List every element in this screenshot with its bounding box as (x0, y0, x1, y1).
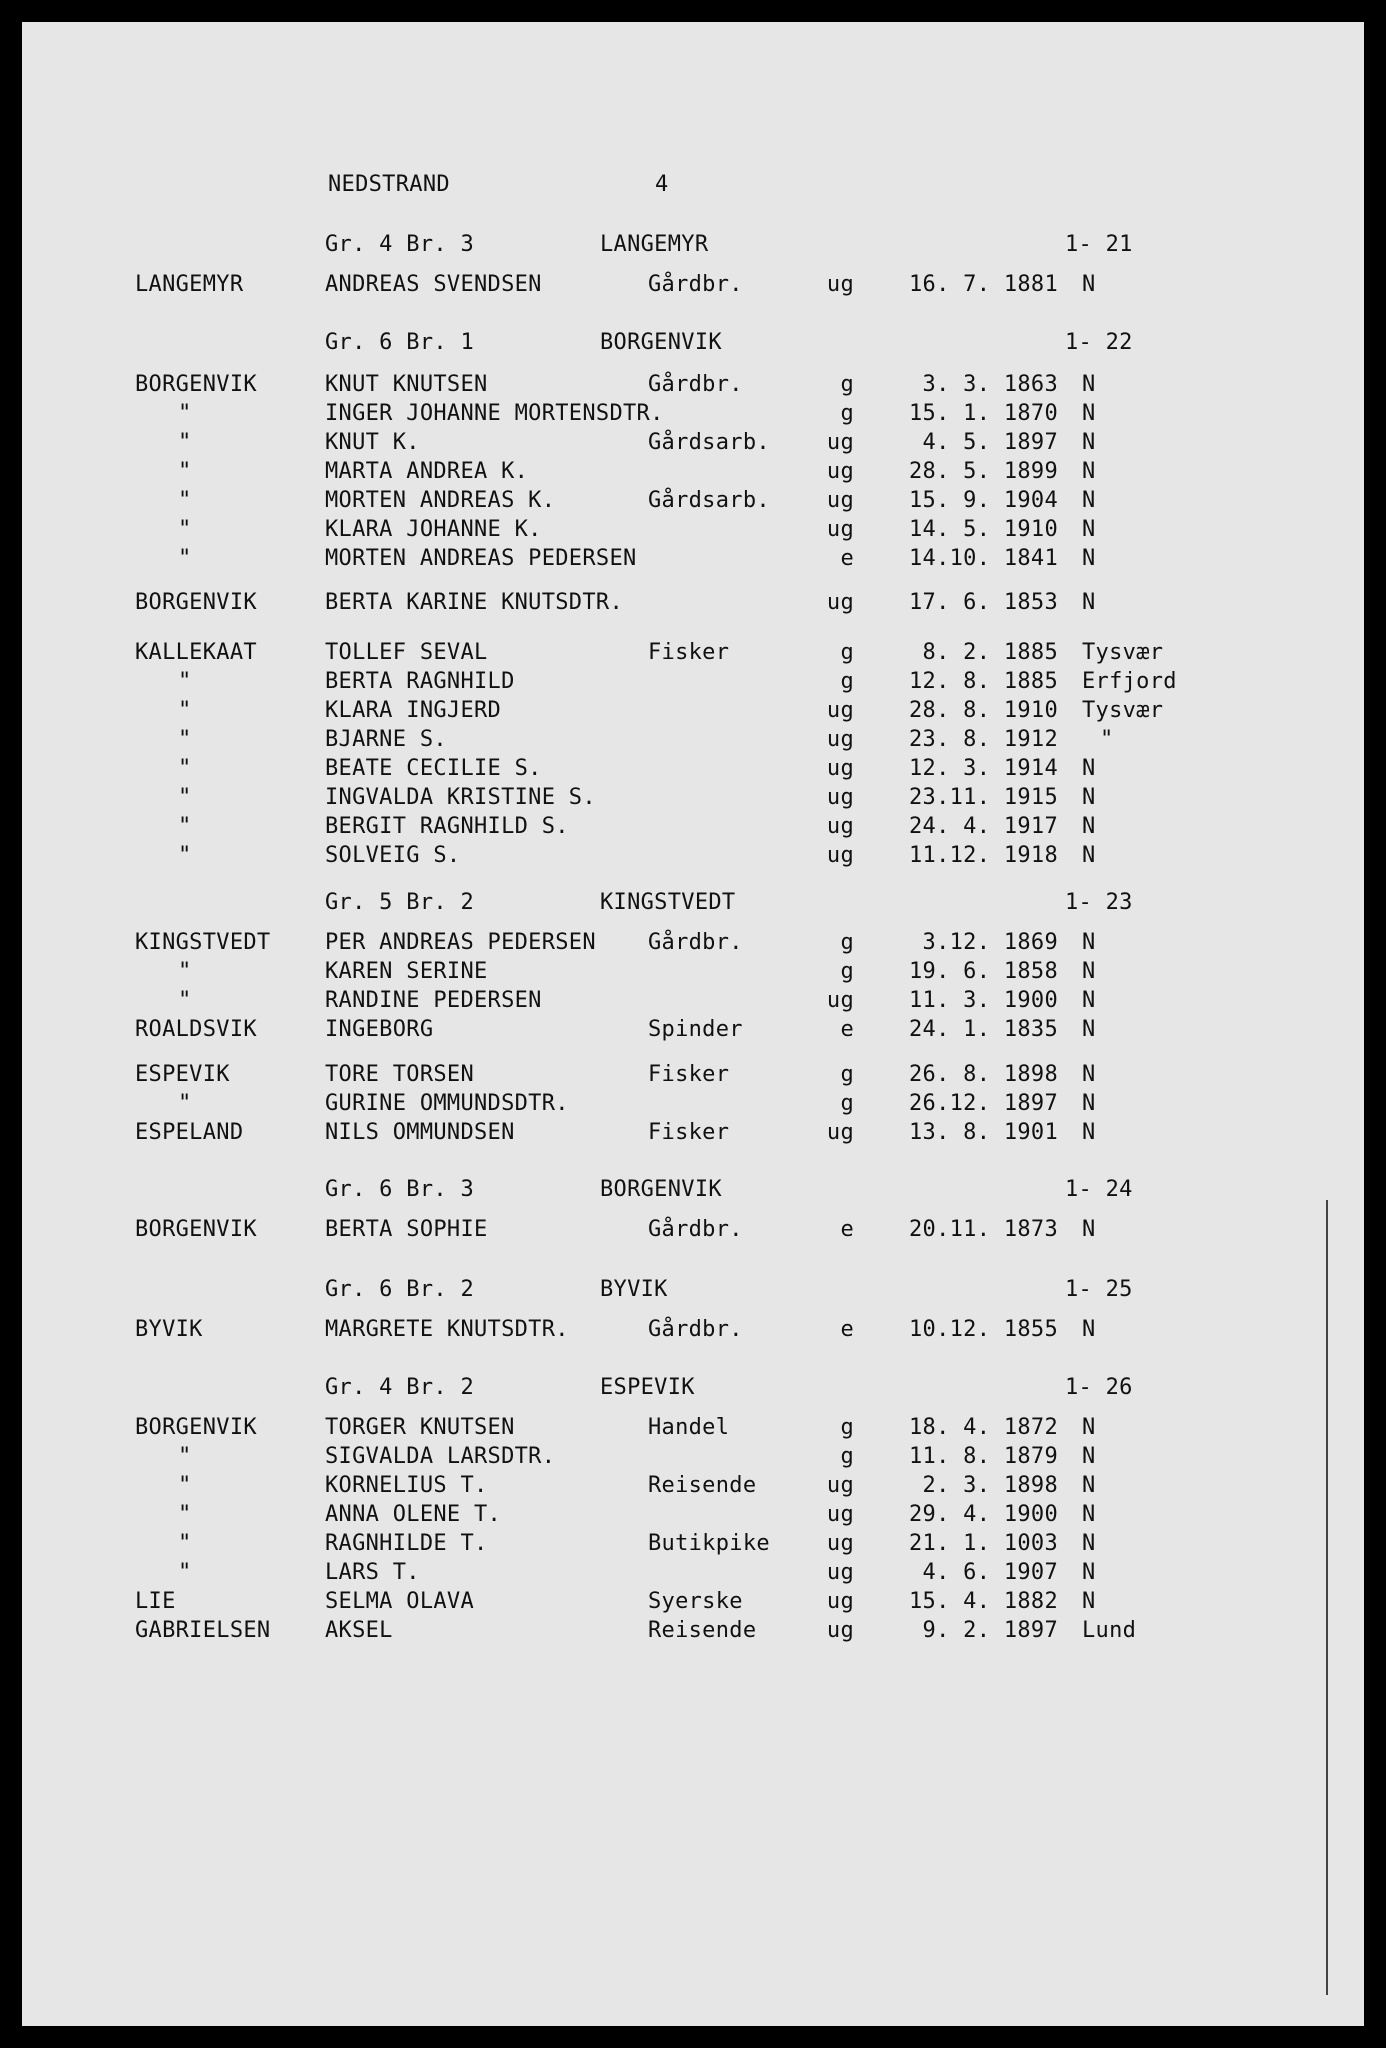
entry-occupation: Spinder (648, 1017, 743, 1042)
entry-marital-status: ug (826, 1473, 854, 1498)
entry-birthplace: N (1082, 272, 1096, 297)
entry-marital-status: ug (826, 785, 854, 810)
entry-birthplace: N (1082, 590, 1096, 615)
entry-occupation: Handel (648, 1415, 730, 1440)
entry-birthplace: N (1082, 1473, 1096, 1498)
section-farm-name: ESPEVIK (600, 1375, 695, 1400)
entry-location: " (178, 1560, 192, 1585)
entry-birth-date: 15. 1. 1870 (909, 401, 1058, 426)
entry-name: INGER JOHANNE MORTENSDTR. (325, 401, 664, 426)
entry-marital-status: e (840, 546, 854, 571)
entry-name: MORTEN ANDREAS K. (325, 488, 556, 513)
entry-birthplace: N (1082, 1217, 1096, 1242)
entry-birth-date: 2. 3. 1898 (922, 1473, 1058, 1498)
header-place: NEDSTRAND (328, 172, 450, 197)
entry-marital-status: ug (826, 272, 854, 297)
entry-location: " (178, 1444, 192, 1469)
section-group-label: Gr. 4 Br. 3 (325, 232, 474, 257)
section-farm-name: BORGENVIK (600, 1177, 722, 1202)
section-farm-name: BORGENVIK (600, 330, 722, 355)
entry-location: " (178, 1502, 192, 1527)
entry-marital-status: ug (826, 1618, 854, 1643)
entry-birthplace: N (1082, 1317, 1096, 1342)
entry-marital-status: ug (826, 727, 854, 752)
entry-marital-status: ug (826, 1589, 854, 1614)
entry-birthplace: Erfjord (1082, 669, 1177, 694)
header-page-number: 4 (655, 172, 669, 197)
entry-birthplace: Tysvær (1082, 698, 1164, 723)
entry-marital-status: e (840, 1317, 854, 1342)
entry-marital-status: g (840, 669, 854, 694)
entry-location: " (178, 727, 192, 752)
entry-name: KNUT K. (325, 430, 420, 455)
section-reference: 1- 22 (1065, 330, 1133, 355)
entry-birthplace: Tysvær (1082, 640, 1164, 665)
entry-birthplace: N (1082, 546, 1096, 571)
entry-occupation: Fisker (648, 1062, 730, 1087)
entry-birthplace: N (1082, 1415, 1096, 1440)
entry-marital-status: g (840, 640, 854, 665)
entry-location: " (178, 546, 192, 571)
entry-birth-date: 12. 8. 1885 (909, 669, 1058, 694)
entry-name: BERTA KARINE KNUTSDTR. (325, 590, 623, 615)
entry-location: " (178, 843, 192, 868)
entry-marital-status: ug (826, 988, 854, 1013)
entry-birthplace: N (1082, 930, 1096, 955)
entry-birthplace: N (1082, 959, 1096, 984)
entry-location: " (178, 1091, 192, 1116)
entry-location: BORGENVIK (135, 590, 257, 615)
entry-location: BORGENVIK (135, 372, 257, 397)
entry-birthplace: N (1082, 756, 1096, 781)
entry-name: BERTA SOPHIE (325, 1217, 488, 1242)
entry-birthplace: N (1082, 785, 1096, 810)
entry-birth-date: 11. 8. 1879 (909, 1444, 1058, 1469)
entry-location: " (178, 785, 192, 810)
entry-birth-date: 11.12. 1918 (909, 843, 1058, 868)
entry-marital-status: ug (826, 1502, 854, 1527)
entry-birth-date: 4. 5. 1897 (922, 430, 1058, 455)
entry-name: TORGER KNUTSEN (325, 1415, 515, 1440)
entry-name: KNUT KNUTSEN (325, 372, 488, 397)
entry-marital-status: ug (826, 459, 854, 484)
entry-marital-status: g (840, 1444, 854, 1469)
entry-name: INGVALDA KRISTINE S. (325, 785, 596, 810)
entry-occupation: Gårdbr. (648, 1217, 743, 1242)
entry-occupation: Gårdbr. (648, 272, 743, 297)
entry-location: " (178, 459, 192, 484)
page-edge-line (1326, 1200, 1328, 1995)
entry-location: " (178, 401, 192, 426)
entry-location: LANGEMYR (135, 272, 244, 297)
entry-birth-date: 13. 8. 1901 (909, 1120, 1058, 1145)
entry-birth-date: 26. 8. 1898 (909, 1062, 1058, 1087)
entry-birth-date: 3. 3. 1863 (922, 372, 1058, 397)
entry-location: BORGENVIK (135, 1217, 257, 1242)
entry-location: GABRIELSEN (135, 1618, 271, 1643)
entry-marital-status: ug (826, 698, 854, 723)
entry-birth-date: 12. 3. 1914 (909, 756, 1058, 781)
section-group-label: Gr. 6 Br. 1 (325, 330, 474, 355)
entry-location: " (178, 1531, 192, 1556)
entry-marital-status: ug (826, 488, 854, 513)
entry-marital-status: ug (826, 814, 854, 839)
entry-name: KLARA JOHANNE K. (325, 517, 542, 542)
entry-birthplace: N (1082, 988, 1096, 1013)
entry-name: BERGIT RAGNHILD S. (325, 814, 569, 839)
entry-occupation: Syerske (648, 1589, 743, 1614)
entry-name: KORNELIUS T. (325, 1473, 488, 1498)
section-group-label: Gr. 5 Br. 2 (325, 890, 474, 915)
entry-birth-date: 10.12. 1855 (909, 1317, 1058, 1342)
entry-birthplace: N (1082, 1091, 1096, 1116)
entry-occupation: Fisker (648, 1120, 730, 1145)
entry-name: MORTEN ANDREAS PEDERSEN (325, 546, 637, 571)
entry-marital-status: g (840, 401, 854, 426)
entry-name: AKSEL (325, 1618, 393, 1643)
entry-marital-status: ug (826, 756, 854, 781)
entry-name: KAREN SERINE (325, 959, 488, 984)
entry-birthplace: N (1082, 430, 1096, 455)
entry-location: " (178, 814, 192, 839)
entry-occupation: Gårdsarb. (648, 488, 770, 513)
entry-location: ESPEVIK (135, 1062, 230, 1087)
entry-birthplace: N (1082, 1531, 1096, 1556)
entry-location: " (178, 1473, 192, 1498)
entry-birthplace: N (1082, 401, 1096, 426)
entry-marital-status: g (840, 1415, 854, 1440)
entry-name: SIGVALDA LARSDTR. (325, 1444, 556, 1469)
entry-marital-status: g (840, 959, 854, 984)
entry-location: KINGSTVEDT (135, 930, 271, 955)
entry-birth-date: 26.12. 1897 (909, 1091, 1058, 1116)
entry-marital-status: g (840, 1062, 854, 1087)
entry-location: " (178, 988, 192, 1013)
entry-marital-status: g (840, 930, 854, 955)
entry-birth-date: 20.11. 1873 (909, 1217, 1058, 1242)
entry-marital-status: e (840, 1017, 854, 1042)
entry-birth-date: 28. 5. 1899 (909, 459, 1058, 484)
entry-birthplace: N (1082, 372, 1096, 397)
entry-birthplace: N (1082, 843, 1096, 868)
section-farm-name: KINGSTVEDT (600, 890, 736, 915)
entry-birthplace: N (1082, 1444, 1096, 1469)
section-reference: 1- 24 (1065, 1177, 1133, 1202)
entry-birth-date: 14.10. 1841 (909, 546, 1058, 571)
entry-name: KLARA INGJERD (325, 698, 502, 723)
section-group-label: Gr. 6 Br. 2 (325, 1277, 474, 1302)
entry-birth-date: 8. 2. 1885 (922, 640, 1058, 665)
entry-birthplace: N (1082, 1017, 1096, 1042)
entry-marital-status: ug (826, 430, 854, 455)
entry-birth-date: 19. 6. 1858 (909, 959, 1058, 984)
entry-name: TOLLEF SEVAL (325, 640, 488, 665)
entry-location: " (178, 698, 192, 723)
entry-location: " (178, 756, 192, 781)
entry-birthplace: N (1082, 1560, 1096, 1585)
entry-name: ANDREAS SVENDSEN (325, 272, 542, 297)
entry-occupation: Gårdbr. (648, 1317, 743, 1342)
entry-name: INGEBORG (325, 1017, 434, 1042)
entry-marital-status: ug (826, 517, 854, 542)
section-farm-name: LANGEMYR (600, 232, 709, 257)
entry-location: BORGENVIK (135, 1415, 257, 1440)
entry-occupation: Gårdbr. (648, 930, 743, 955)
entry-birth-date: 17. 6. 1853 (909, 590, 1058, 615)
section-reference: 1- 21 (1065, 232, 1133, 257)
entry-birth-date: 15. 4. 1882 (909, 1589, 1058, 1614)
section-group-label: Gr. 4 Br. 2 (325, 1375, 474, 1400)
entry-occupation: Butikpike (648, 1531, 770, 1556)
entry-marital-status: ug (826, 590, 854, 615)
entry-birth-date: 11. 3. 1900 (909, 988, 1058, 1013)
entry-birth-date: 16. 7. 1881 (909, 272, 1058, 297)
entry-location: " (178, 488, 192, 513)
entry-marital-status: ug (826, 1120, 854, 1145)
entry-birth-date: 24. 1. 1835 (909, 1017, 1058, 1042)
entry-birth-date: 29. 4. 1900 (909, 1502, 1058, 1527)
entry-marital-status: e (840, 1217, 854, 1242)
entry-name: RAGNHILDE T. (325, 1531, 488, 1556)
entry-birthplace: N (1082, 459, 1096, 484)
entry-birthplace: N (1082, 1120, 1096, 1145)
entry-location: " (178, 959, 192, 984)
entry-birthplace: N (1082, 1062, 1096, 1087)
entry-birth-date: 21. 1. 1003 (909, 1531, 1058, 1556)
entry-location: " (178, 517, 192, 542)
entry-birth-date: 18. 4. 1872 (909, 1415, 1058, 1440)
entry-birthplace: N (1082, 1502, 1096, 1527)
entry-name: LARS T. (325, 1560, 420, 1585)
entry-name: NILS OMMUNDSEN (325, 1120, 515, 1145)
entry-birth-date: 15. 9. 1904 (909, 488, 1058, 513)
entry-name: BERTA RAGNHILD (325, 669, 515, 694)
entry-birth-date: 23. 8. 1912 (909, 727, 1058, 752)
entry-name: TORE TORSEN (325, 1062, 474, 1087)
entry-marital-status: ug (826, 1560, 854, 1585)
entry-birth-date: 3.12. 1869 (922, 930, 1058, 955)
entry-occupation: Gårdbr. (648, 372, 743, 397)
entry-name: BJARNE S. (325, 727, 447, 752)
entry-birth-date: 4. 6. 1907 (922, 1560, 1058, 1585)
entry-birth-date: 24. 4. 1917 (909, 814, 1058, 839)
entry-name: BEATE CECILIE S. (325, 756, 542, 781)
entry-location: " (178, 430, 192, 455)
entry-name: MARTA ANDREA K. (325, 459, 529, 484)
entry-name: GURINE OMMUNDSDTR. (325, 1091, 569, 1116)
entry-marital-status: g (840, 1091, 854, 1116)
entry-marital-status: ug (826, 1531, 854, 1556)
entry-location: " (178, 669, 192, 694)
entry-name: ANNA OLENE T. (325, 1502, 502, 1527)
entry-birth-date: 23.11. 1915 (909, 785, 1058, 810)
entry-birthplace: N (1082, 488, 1096, 513)
entry-occupation: Reisende (648, 1618, 757, 1643)
entry-birthplace: N (1082, 814, 1096, 839)
entry-location: ROALDSVIK (135, 1017, 257, 1042)
section-reference: 1- 23 (1065, 890, 1133, 915)
entry-location: LIE (135, 1589, 176, 1614)
entry-birthplace: N (1082, 517, 1096, 542)
entry-marital-status: g (840, 372, 854, 397)
entry-location: ESPELAND (135, 1120, 244, 1145)
entry-name: PER ANDREAS PEDERSEN (325, 930, 596, 955)
entry-name: MARGRETE KNUTSDTR. (325, 1317, 569, 1342)
entry-birth-date: 9. 2. 1897 (922, 1618, 1058, 1643)
entry-name: SOLVEIG S. (325, 843, 461, 868)
section-farm-name: BYVIK (600, 1277, 668, 1302)
entry-occupation: Reisende (648, 1473, 757, 1498)
entry-marital-status: ug (826, 843, 854, 868)
entry-birthplace: Lund (1082, 1618, 1137, 1643)
entry-birth-date: 28. 8. 1910 (909, 698, 1058, 723)
entry-name: RANDINE PEDERSEN (325, 988, 542, 1013)
entry-occupation: Gårdsarb. (648, 430, 770, 455)
section-group-label: Gr. 6 Br. 3 (325, 1177, 474, 1202)
entry-birth-date: 14. 5. 1910 (909, 517, 1058, 542)
entry-location: KALLEKAAT (135, 640, 257, 665)
section-reference: 1- 26 (1065, 1375, 1133, 1400)
entry-occupation: Fisker (648, 640, 730, 665)
entry-birthplace: " (1100, 727, 1114, 752)
section-reference: 1- 25 (1065, 1277, 1133, 1302)
entry-birthplace: N (1082, 1589, 1096, 1614)
entry-name: SELMA OLAVA (325, 1589, 474, 1614)
entry-location: BYVIK (135, 1317, 203, 1342)
